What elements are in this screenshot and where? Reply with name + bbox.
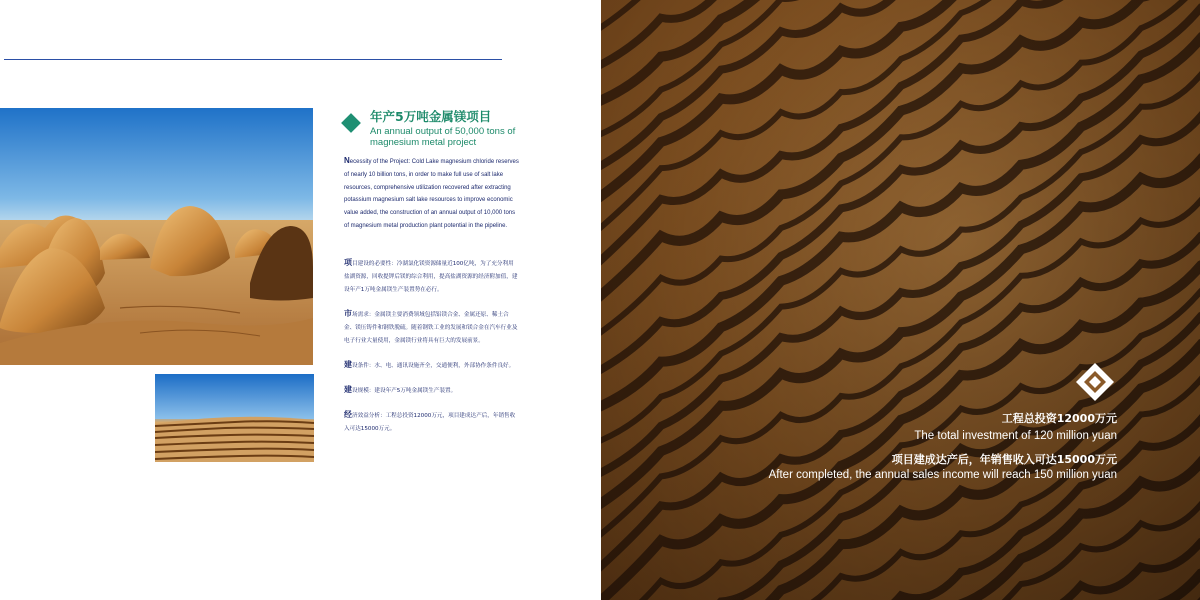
paragraph-text: ecessity of the Project: Cold Lake magnesium chloride reserves of nearly 10 billion tons, in order to make full use of salt lake resources, comprehensive utilization recovered after extracting potassium magnesium salt lake resources to improve economic value added, the construction of an annual output of 10,000 tons of magnesium metal production plant potential in the pipeline. bbox=[344, 159, 519, 229]
sand-ripple-photo bbox=[601, 0, 1200, 600]
paragraph-text: 济效益分析：工程总投资12000万元，项目建成达产后，年销售收入可达15000万元。 bbox=[344, 413, 516, 432]
drop-cap: 市 bbox=[344, 309, 352, 318]
paragraph-construction-scale bbox=[344, 384, 519, 398]
investment-text-cn: 工程总投资12000万元 bbox=[1001, 412, 1117, 425]
sales-text-en: After completed, the annual sales income will reach 150 million yuan bbox=[768, 469, 1117, 481]
paragraph-text: 设规模：建设年产5万吨金属镁生产装置。 bbox=[352, 388, 457, 394]
drop-cap: 建 bbox=[344, 385, 352, 394]
heading-diamond-icon bbox=[341, 113, 361, 133]
drop-cap: 项 bbox=[344, 258, 352, 267]
paragraph-necessity-cn bbox=[344, 257, 519, 296]
drop-cap: N bbox=[344, 156, 350, 165]
paragraph-construction-conditions bbox=[344, 359, 519, 373]
paragraph-economic-analysis bbox=[344, 409, 519, 436]
drop-cap: 建 bbox=[344, 360, 352, 369]
investment-text-en: The total investment of 120 million yuan bbox=[914, 430, 1117, 442]
desert-yardang-photo bbox=[0, 108, 313, 365]
project-title-cn: 年产5万吨金属镁项目 bbox=[370, 109, 492, 124]
project-title-en: An annual output of 50,000 tons of magnesium metal project bbox=[370, 126, 516, 148]
paragraph-text: 场需求：金属镁主要消费领域包括铝镁合金、金属还原、稀土合金、镁压铸件和钢铁脱硫。随着钢铁工业的发展和镁合金在汽车行业及电子行业大量使用，金属镁行业将具有巨大的发展前景。 bbox=[344, 312, 518, 344]
necessity-paragraph-en bbox=[344, 155, 519, 233]
top-rule-divider bbox=[4, 59, 502, 60]
paragraph-text: 目建设的必要性：冷湖氯化镁资源储量近100亿吨，为了充分利用盐湖资源，回收提钾后镁的综合利用，提高盐湖资源的经济附加值，建设年产1万吨金属镁生产装置势在必行。 bbox=[344, 261, 518, 293]
sand-dune-photo-small bbox=[155, 374, 314, 462]
paragraph-text: 设条件：水、电、通讯设施齐全，交通便利，外部协作条件良好。 bbox=[352, 363, 515, 369]
sand-ripple-pattern bbox=[601, 0, 1200, 600]
nested-diamond-logo-icon bbox=[1075, 362, 1115, 402]
sales-text-cn: 项目建成达产后，年销售收入可达15000万元 bbox=[891, 453, 1117, 466]
drop-cap: 经 bbox=[344, 410, 352, 419]
paragraph-market-demand bbox=[344, 308, 519, 347]
